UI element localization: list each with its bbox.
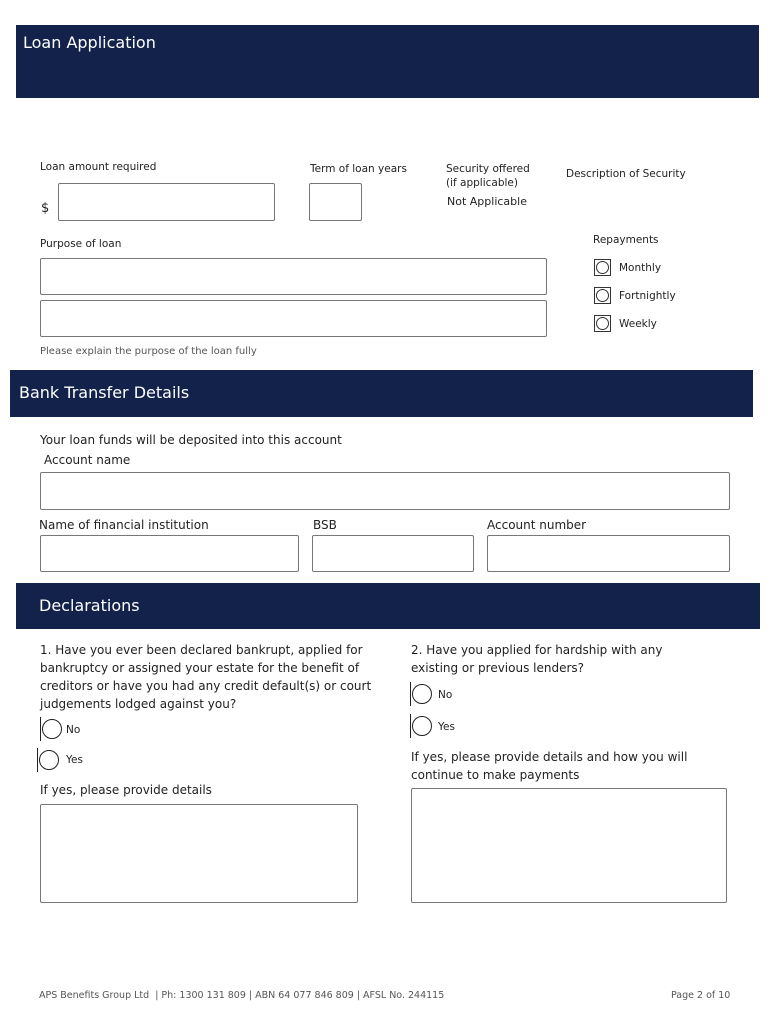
loan-term-input[interactable] xyxy=(309,183,362,221)
account-name-label: Account name xyxy=(44,453,131,467)
q1-details-label: If yes, please provide details xyxy=(40,783,212,797)
q1-no-label: No xyxy=(66,724,81,736)
repayments-label: Repayments xyxy=(593,234,659,246)
account-number-input[interactable] xyxy=(487,535,730,572)
q2-no-label: No xyxy=(438,689,453,701)
bank-intro-text: Your loan funds will be deposited into this account xyxy=(40,433,342,447)
q1-yes-label: Yes xyxy=(66,754,83,766)
loan-amount-input[interactable] xyxy=(58,183,275,221)
bank-transfer-title: Bank Transfer Details xyxy=(19,383,190,402)
declarations-banner xyxy=(16,583,760,629)
security-label-line1: Security offered xyxy=(446,163,530,175)
repayment-monthly-label: Monthly xyxy=(619,262,662,274)
purpose-label: Purpose of loan xyxy=(40,238,122,250)
security-label-line2: (if applicable) xyxy=(446,177,518,189)
repayment-fortnightly-label: Fortnightly xyxy=(619,290,676,302)
q1-details-input[interactable] xyxy=(40,804,358,903)
account-number-label: Account number xyxy=(487,518,587,532)
repayment-weekly-radio[interactable] xyxy=(594,315,611,332)
institution-label: Name of financial institution xyxy=(39,518,209,532)
footer-page-number: Page 2 of 10 xyxy=(671,990,731,1001)
loan-amount-label: Loan amount required xyxy=(40,161,157,173)
loan-term-label: Term of loan years xyxy=(310,163,407,175)
purpose-input-line1[interactable] xyxy=(40,258,547,295)
header-banner xyxy=(16,25,759,98)
purpose-hint: Please explain the purpose of the loan fully xyxy=(40,346,257,357)
security-label xyxy=(446,162,530,190)
q2-details-label: If yes, please provide details and how you will continue to make payments xyxy=(411,750,688,782)
security-description-label: Description of Security xyxy=(566,168,686,180)
q2-details-input[interactable] xyxy=(411,788,727,903)
repayment-monthly-radio[interactable] xyxy=(594,259,611,276)
declarations-title: Declarations xyxy=(39,596,140,615)
institution-input[interactable] xyxy=(40,535,299,572)
q1-yes-radio[interactable] xyxy=(39,750,59,770)
repayment-fortnightly-radio[interactable] xyxy=(594,287,611,304)
q1-no-radio[interactable] xyxy=(42,719,62,739)
bank-transfer-banner xyxy=(10,370,753,417)
page-title: Loan Application xyxy=(23,33,156,52)
bsb-input[interactable] xyxy=(312,535,474,572)
footer-company-info: APS Benefits Group Ltd | Ph: 1300 131 809 | ABN 64 077 846 809 | AFSL No. 244115 xyxy=(39,990,445,1001)
question-1-text: 1. Have you ever been declared bankrupt, applied for bankruptcy or assigned your estate for the benefit of creditors or have you had any credit default(s) or court judgements lodged against you? xyxy=(40,643,372,711)
currency-symbol: $ xyxy=(41,201,50,216)
question-2-text: 2. Have you applied for hardship with any existing or previous lenders? xyxy=(411,643,663,675)
security-value: Not Applicable xyxy=(447,195,527,208)
account-name-input[interactable] xyxy=(40,472,730,510)
repayment-weekly-label: Weekly xyxy=(619,318,657,330)
q2-yes-label: Yes xyxy=(438,721,455,733)
q2-yes-radio[interactable] xyxy=(412,716,432,736)
q2-no-radio[interactable] xyxy=(412,684,432,704)
purpose-input-line2[interactable] xyxy=(40,300,547,337)
bsb-label: BSB xyxy=(313,518,337,532)
